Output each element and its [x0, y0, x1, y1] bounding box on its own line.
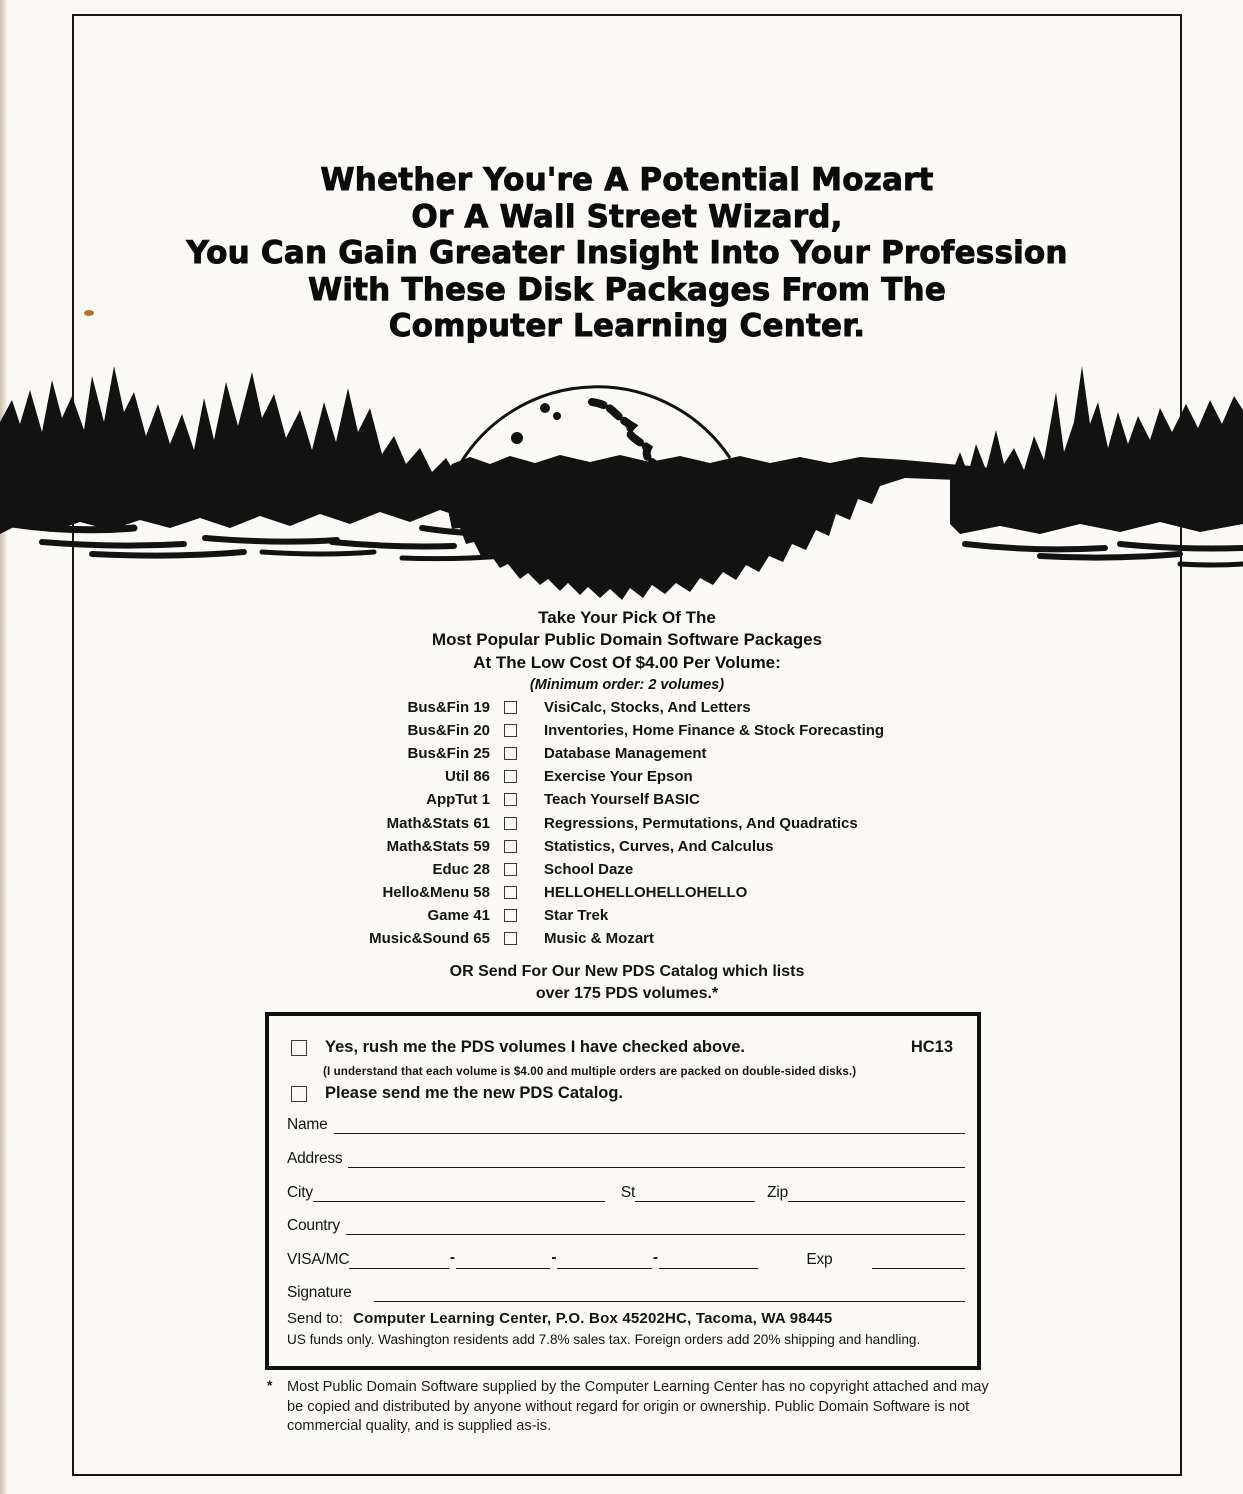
headline	[72, 162, 1182, 345]
headline-line: Computer Learning Center.	[388, 308, 866, 344]
signature-row	[287, 1284, 965, 1302]
country-row	[287, 1217, 965, 1235]
form-code: HC13	[910, 1038, 953, 1056]
scan-edge-strip	[0, 0, 7, 1494]
package-row	[310, 835, 910, 858]
landscape-illustration	[0, 352, 1243, 608]
package-volume: Game 41	[427, 906, 490, 924]
catalog-offer	[72, 961, 1182, 1004]
country-label: Country	[287, 1217, 340, 1234]
city-label: City	[287, 1184, 313, 1201]
package-checkbox[interactable]	[504, 770, 517, 783]
rush-option-label: Yes, rush me the PDS volumes I have checked above.	[325, 1038, 746, 1056]
package-description: Exercise Your Epson	[544, 768, 693, 786]
address-label: Address	[287, 1150, 343, 1167]
catalog-option-label: Please send me the new PDS Catalog.	[325, 1084, 624, 1102]
footnote-text: Most Public Domain Software supplied by the Computer Learning Center has no copyright attached and may be copied and distributed by anyone without regard for origin or ownership. Public Domain Software is not commercial quality, and is supplied as-is.	[287, 1379, 989, 1435]
package-volume: Math&Stats 61	[386, 814, 490, 832]
package-row	[310, 765, 910, 788]
package-description: VisiCalc, Stocks, And Letters	[544, 699, 751, 717]
name-label: Name	[287, 1116, 328, 1133]
signature-label: Signature	[287, 1284, 352, 1301]
name-row	[287, 1116, 965, 1134]
package-volume: Hello&Menu 58	[382, 883, 490, 901]
package-row	[310, 881, 910, 904]
package-volume: Math&Stats 59	[386, 837, 490, 855]
package-volume: Bus&Fin 25	[407, 745, 490, 763]
headline-line: Whether You're A Potential Mozart	[320, 162, 934, 198]
package-checkbox[interactable]	[504, 909, 517, 922]
headline-line: With These Disk Packages From The	[307, 271, 947, 308]
package-checkbox[interactable]	[504, 840, 517, 853]
catalog-offer-line: over 175 PDS volumes.*	[535, 984, 719, 1002]
exp-input-line[interactable]	[872, 1253, 965, 1269]
package-description: Music & Mozart	[544, 929, 655, 947]
headline-line: You Can Gain Greater Insight Into Your Profession	[186, 235, 1068, 271]
signature-input-line[interactable]	[374, 1286, 965, 1302]
order-form	[265, 1012, 981, 1370]
card-segment-line[interactable]	[349, 1253, 449, 1269]
package-description: Statistics, Curves, And Calculus	[544, 837, 774, 855]
package-row	[310, 788, 910, 811]
card-segment-line[interactable]	[557, 1253, 652, 1269]
headline-line: Or A Wall Street Wizard,	[411, 198, 843, 235]
intro-line: Take Your Pick Of The	[538, 608, 716, 627]
country-input-line[interactable]	[346, 1219, 965, 1235]
card-label: VISA/MC	[287, 1251, 350, 1268]
card-row	[287, 1251, 965, 1269]
state-input-line[interactable]	[635, 1186, 755, 1202]
terms-line: US funds only. Washington residents add 7.8% sales tax. Foreign orders add 20% shipping and handling.	[287, 1332, 921, 1347]
rush-option-note: (I understand that each volume is $4.00 and multiple orders are packed on double-sided disks.)	[323, 1065, 857, 1078]
address-input-line[interactable]	[348, 1152, 965, 1168]
package-description: Database Management	[544, 745, 707, 763]
card-segment-line[interactable]	[456, 1253, 551, 1269]
package-description: HELLOHELLOHELLOHELLO	[544, 883, 748, 901]
package-row	[310, 858, 910, 881]
catalog-option-checkbox[interactable]	[291, 1086, 307, 1102]
card-segment-line[interactable]	[659, 1253, 759, 1269]
package-checkbox[interactable]	[504, 724, 517, 737]
package-row	[310, 927, 910, 950]
city-input-line[interactable]	[313, 1186, 605, 1202]
package-volume: AppTut 1	[426, 791, 490, 809]
package-row	[310, 904, 910, 927]
zip-label: Zip	[767, 1184, 789, 1201]
package-description: Regressions, Permutations, And Quadratics	[544, 814, 858, 832]
package-volume: Music&Sound 65	[369, 929, 490, 947]
package-checkbox[interactable]	[504, 793, 517, 806]
minimum-order-note: (Minimum order: 2 volumes)	[529, 676, 725, 693]
package-volume: Bus&Fin 19	[407, 699, 490, 717]
name-input-line[interactable]	[334, 1118, 965, 1134]
package-description: School Daze	[544, 860, 634, 878]
send-to-address: Computer Learning Center, P.O. Box 45202HC, Tacoma, WA 98445	[353, 1310, 833, 1327]
rush-option-checkbox[interactable]	[291, 1040, 307, 1056]
package-list	[310, 696, 910, 950]
package-checkbox[interactable]	[504, 863, 517, 876]
package-checkbox[interactable]	[504, 701, 517, 714]
card-separator: -	[551, 1249, 557, 1266]
package-volume: Util 86	[444, 768, 490, 786]
package-description: Teach Yourself BASIC	[544, 791, 700, 809]
package-checkbox[interactable]	[504, 817, 517, 830]
zip-input-line[interactable]	[788, 1186, 965, 1202]
package-volume: Educ 28	[432, 860, 490, 878]
package-row	[310, 719, 910, 742]
intro-line: Most Popular Public Domain Software Packages	[431, 630, 823, 650]
package-checkbox[interactable]	[504, 886, 517, 899]
package-description: Inventories, Home Finance & Stock Forecasting	[544, 722, 885, 740]
send-to-label: Send to:	[287, 1310, 343, 1327]
city-row	[287, 1184, 965, 1202]
state-label: St	[620, 1184, 636, 1201]
package-checkbox[interactable]	[504, 932, 517, 945]
exp-label: Exp	[806, 1251, 833, 1268]
card-separator: -	[449, 1249, 455, 1266]
package-row	[310, 696, 910, 719]
package-row	[310, 742, 910, 765]
package-description: Star Trek	[544, 906, 609, 924]
rush-option-row	[291, 1038, 959, 1057]
address-row	[287, 1150, 965, 1168]
card-separator: -	[652, 1249, 658, 1266]
package-row	[310, 811, 910, 834]
package-volume: Bus&Fin 20	[407, 722, 490, 740]
catalog-option-row	[291, 1084, 623, 1103]
footnote-marker: *	[267, 1377, 273, 1393]
package-checkbox[interactable]	[504, 747, 517, 760]
send-to-line	[287, 1310, 832, 1327]
intro-block	[72, 607, 1182, 696]
intro-line: At The Low Cost Of $4.00 Per Volume:	[473, 652, 781, 672]
catalog-offer-line: OR Send For Our New PDS Catalog which lists	[449, 963, 805, 980]
